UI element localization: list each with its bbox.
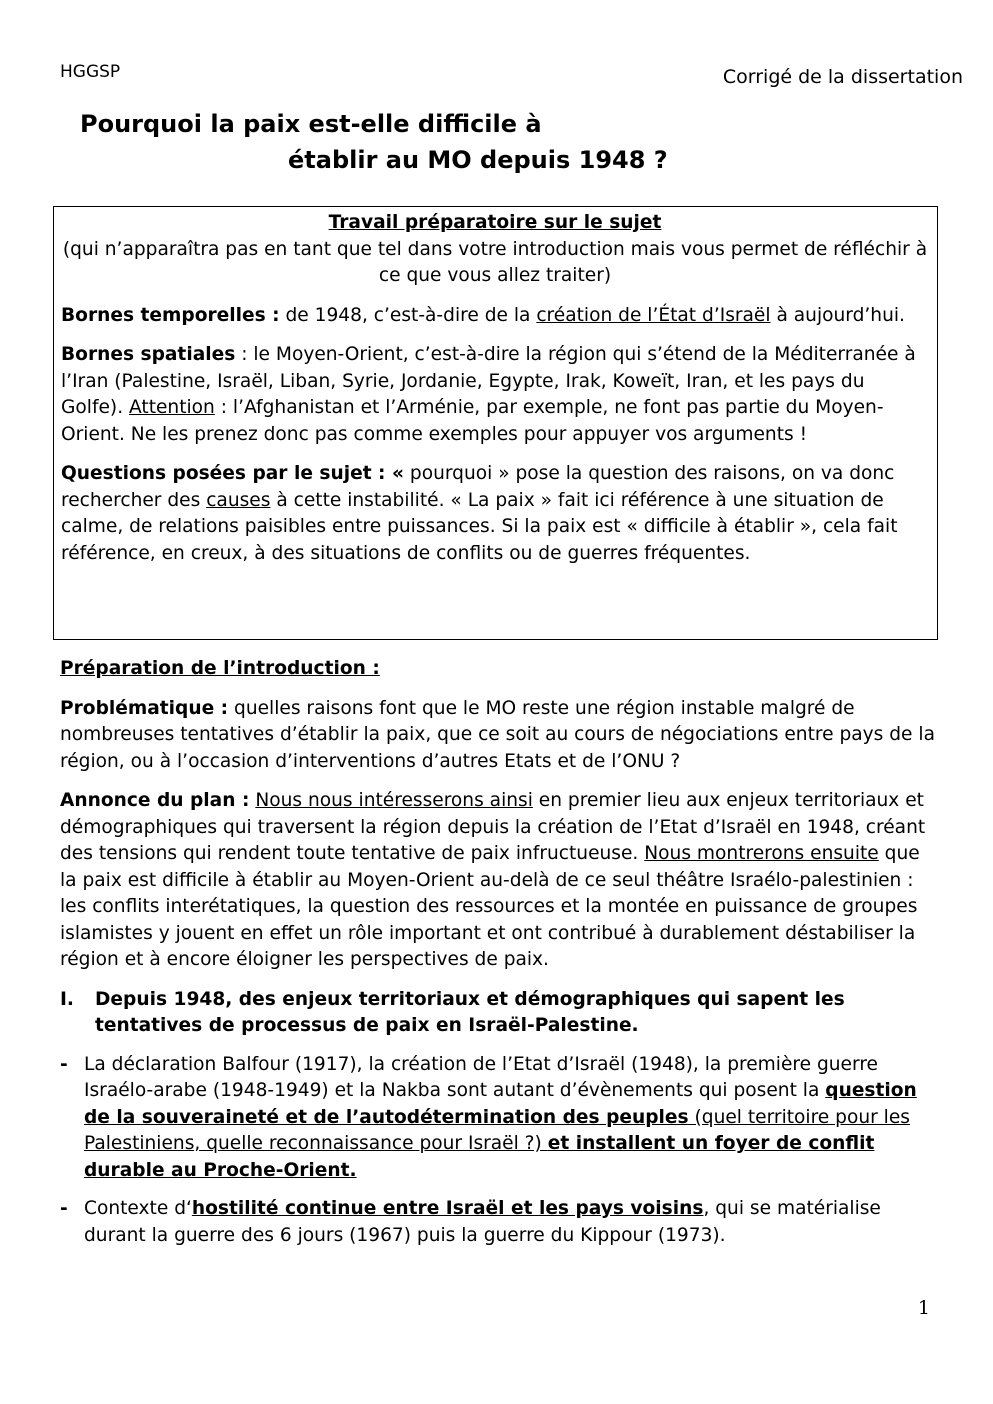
- plan-label: Annonce du plan :: [60, 790, 250, 811]
- section-1-heading: [60, 987, 940, 1040]
- attention-note: Attention: [129, 397, 215, 418]
- page-title-line1: Pourquoi la paix est-elle difficile à: [80, 110, 542, 138]
- main-content: [60, 656, 940, 1261]
- header-subject: HGGSP: [60, 62, 121, 82]
- header-doc-type: Corrigé de la dissertation: [722, 66, 963, 88]
- spatial-bounds-label: Bornes spatiales: [61, 344, 236, 365]
- problematique-paragraph: Problématique : quelles raisons font que le MO reste une région instable malgré de nombreuses tentatives d’établir la paix, que ce soit au cours de négociations entre pays de la région, ou à l’occasion d’interventions d’autres Etats et de l’ONU ?: [60, 697, 935, 772]
- list-item: - Contexte d‘hostilité continue entre Israël et les pays voisins, qui se matérialise durant la guerre des 6 jours (1967) puis la guerre du Kippour (1973).: [60, 1198, 881, 1246]
- causes-highlight: causes: [206, 489, 271, 511]
- box-heading: Travail préparatoire sur le sujet: [328, 212, 662, 233]
- spatial-bounds-paragraph: Bornes spatiales : le Moyen-Orient, c’est-à-dire la région qui s’étend de la Méditerranée à l’Iran (Palestine, Israël, Liban, Syrie, Jordanie, Egypte, Irak, Koweït, Iran, et les pays du Golfe). Attention : l’Afghanistan et l’Arménie, par exemple, ne font pas partie du Moyen-Orient. Ne les prenez donc pas comme exemples pour appuyer vos arguments !: [61, 344, 916, 445]
- section-number: I.: [60, 988, 74, 1010]
- intro-heading: Préparation de l’introduction :: [60, 658, 380, 679]
- temporal-bounds-paragraph: Bornes temporelles : de 1948, c’est-à-dire de la création de l’État d’Israël à aujourd’hui.: [61, 304, 905, 326]
- page-title-line2: établir au MO depuis 1948 ?: [288, 146, 668, 174]
- section-title: Depuis 1948, des enjeux territoriaux et démographiques qui sapent les tentatives de processus de paix en Israël-Palestine.: [95, 988, 845, 1036]
- problematique-label: Problématique :: [60, 697, 229, 719]
- page-number: 1: [917, 1297, 930, 1319]
- box-subheading: (qui n’apparaîtra pas en tant que tel dans votre introduction mais vous permet de réfléchir à ce que vous allez traiter): [62, 238, 928, 286]
- temporal-bounds-label: Bornes temporelles :: [61, 304, 280, 326]
- questions-paragraph: Questions posées par le sujet : « pourquoi » pose la question des raisons, on va donc rechercher des causes à cette instabilité. « La paix » fait ici référence à une situation de calme, de relations paisibles entre puissances. Si la paix est « difficile à établir », cela fait référence, en creux, à des situations de conflits ou de guerres fréquentes.: [61, 463, 898, 564]
- questions-label: Questions posées par le sujet : «: [61, 463, 404, 484]
- list-item: - La déclaration Balfour (1917), la création de l’Etat d’Israël (1948), la première guerre Israélo-arabe (1948-1949) et la Nakba sont autant d’évènements qui posent la question de la souveraineté et de l’autodétermination des peuples (quel territoire pour les Palestiniens, quelle reconnaissance pour Israël ?) et installent un foyer de conflit durable au Proche-Orient.: [60, 1053, 917, 1181]
- temporal-bounds-highlight: création de l’État d’Israël: [536, 304, 771, 326]
- preparatory-work-box: [53, 206, 938, 640]
- plan-paragraph: Annonce du plan : Nous nous intéresserons ainsi en premier lieu aux enjeux territoriaux et démographiques qui traversent la région depuis la création de l’Etat d’Israël en 1948, créant des tensions qui rendent toute tentative de paix infructueuse. Nous montrerons ensuite que la paix est difficile à établir au Moyen-Orient au-delà de ce seul théâtre Israélo-palestinien : les conflits interétatiques, la question des ressources et la montée en puissance de groupes islamistes y jouent en effet un rôle important et ont contribué à durablement déstabiliser la région et à encore éloigner les perspectives de paix.: [60, 790, 926, 970]
